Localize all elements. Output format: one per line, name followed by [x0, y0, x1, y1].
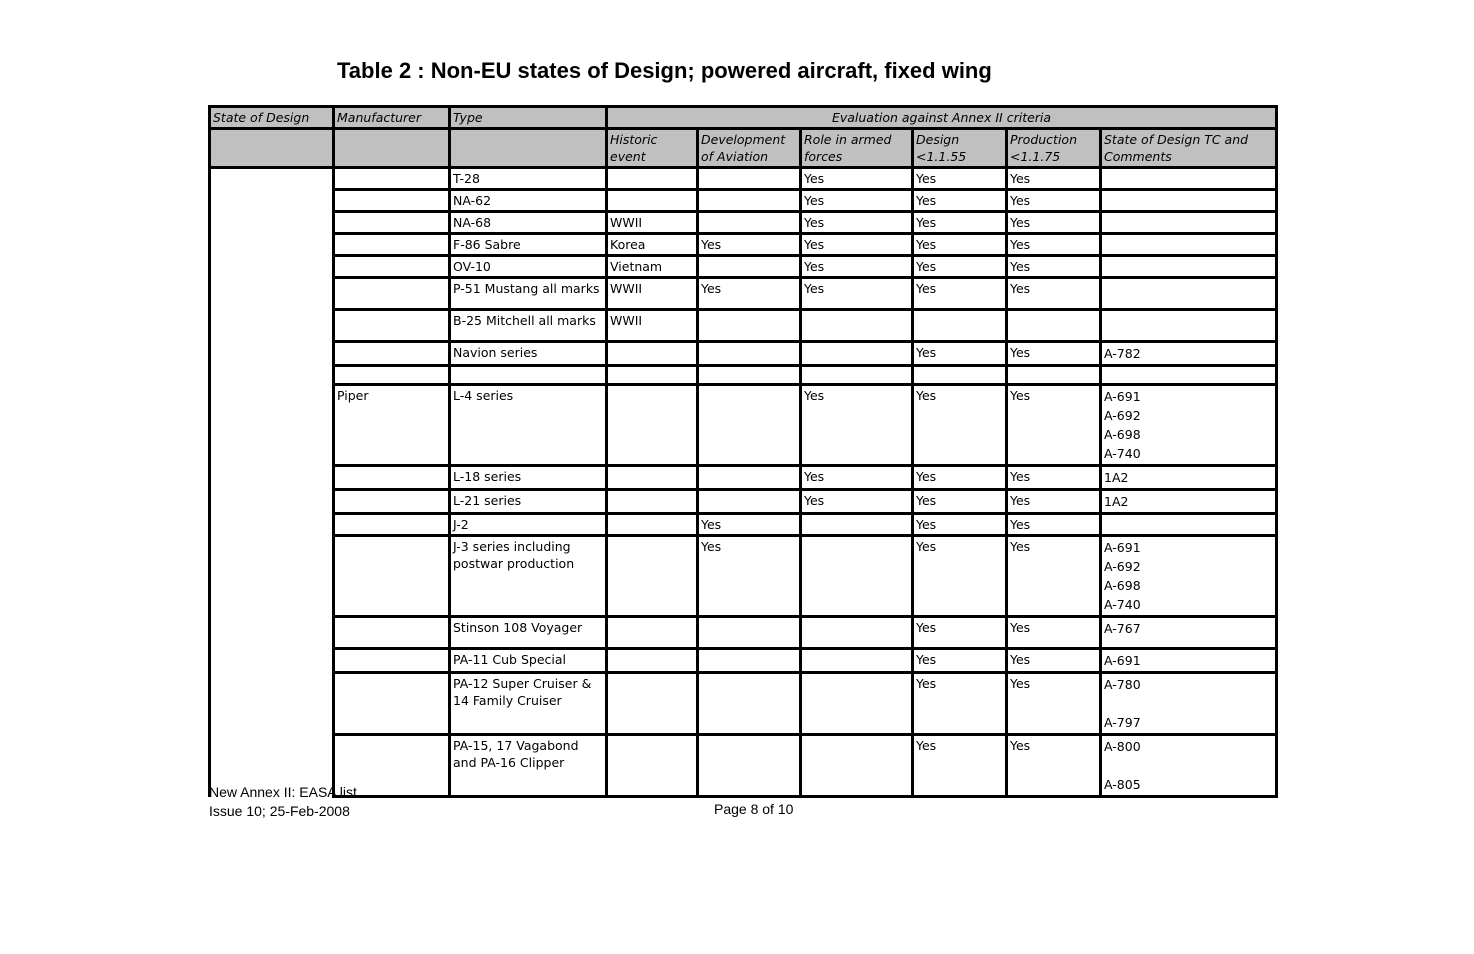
design-cell: Yes: [913, 735, 1007, 797]
production-cell: Yes: [1007, 190, 1101, 212]
role-cell: [801, 617, 913, 649]
header-type: Type: [450, 107, 607, 129]
manufacturer-cell: Piper: [334, 385, 450, 466]
role-cell: [801, 514, 913, 536]
development-cell: [698, 735, 801, 797]
tc-number: A-691: [1104, 653, 1141, 668]
type-cell: T-28: [450, 168, 607, 190]
type-cell: L-4 series: [450, 385, 607, 466]
development-cell: [698, 385, 801, 466]
page-title: Table 2 : Non-EU states of Design; powered aircraft, fixed wing: [337, 58, 992, 83]
footer-left: [209, 783, 357, 821]
development-cell: [698, 617, 801, 649]
production-cell: Yes: [1007, 278, 1101, 310]
historic-cell: [607, 342, 698, 366]
development-cell: [698, 366, 801, 385]
type-cell: B-25 Mitchell all marks: [450, 310, 607, 342]
tc-number: 1A2: [1104, 494, 1129, 509]
manufacturer-cell: [334, 617, 450, 649]
table-row: [210, 466, 1277, 490]
manufacturer-cell: [334, 234, 450, 256]
role-cell: Yes: [801, 212, 913, 234]
design-cell: Yes: [913, 649, 1007, 673]
production-cell: Yes: [1007, 212, 1101, 234]
table-row: [210, 490, 1277, 514]
design-cell: Yes: [913, 212, 1007, 234]
production-cell: Yes: [1007, 168, 1101, 190]
development-cell: Yes: [698, 514, 801, 536]
manufacturer-cell: [334, 190, 450, 212]
role-cell: Yes: [801, 234, 913, 256]
type-cell: L-18 series: [450, 466, 607, 490]
manufacturer-cell: [334, 490, 450, 514]
tc-number: A-740: [1104, 597, 1141, 612]
table-row: [210, 536, 1277, 617]
role-cell: Yes: [801, 490, 913, 514]
development-cell: [698, 256, 801, 278]
header-development: Development of Aviation: [698, 129, 801, 168]
state-tc-cell: [1101, 466, 1277, 490]
table-row: [210, 673, 1277, 735]
historic-cell: [607, 673, 698, 735]
header-state-tc: State of Design TC and Comments: [1101, 129, 1277, 168]
type-cell: Stinson 108 Voyager: [450, 617, 607, 649]
production-cell: Yes: [1007, 514, 1101, 536]
historic-cell: [607, 190, 698, 212]
role-cell: [801, 310, 913, 342]
type-cell: PA-11 Cub Special: [450, 649, 607, 673]
state-tc-cell: [1101, 649, 1277, 673]
development-cell: Yes: [698, 278, 801, 310]
header-row-2: [210, 129, 1277, 168]
development-cell: [698, 310, 801, 342]
state-tc-cell: [1101, 536, 1277, 617]
historic-cell: [607, 490, 698, 514]
manufacturer-cell: [334, 278, 450, 310]
header-production: Production <1.1.75: [1007, 129, 1101, 168]
manufacturer-cell: [334, 649, 450, 673]
role-cell: Yes: [801, 256, 913, 278]
state-tc-cell: [1101, 490, 1277, 514]
footer-issue: Issue 10; 25-Feb-2008: [209, 803, 350, 819]
historic-cell: [607, 649, 698, 673]
manufacturer-cell: [334, 310, 450, 342]
production-cell: Yes: [1007, 385, 1101, 466]
design-cell: Yes: [913, 342, 1007, 366]
state-tc-cell: [1101, 673, 1277, 735]
role-cell: [801, 649, 913, 673]
tc-number: A-698: [1104, 427, 1141, 442]
type-cell: PA-12 Super Cruiser & 14 Family Cruiser: [450, 673, 607, 735]
historic-cell: Korea: [607, 234, 698, 256]
design-cell: Yes: [913, 168, 1007, 190]
design-cell: Yes: [913, 617, 1007, 649]
development-cell: [698, 168, 801, 190]
type-cell: [450, 366, 607, 385]
table-row: [210, 366, 1277, 385]
header-historic: Historic event: [607, 129, 698, 168]
table-row: [210, 735, 1277, 797]
table-body: [210, 168, 1277, 797]
type-cell: L-21 series: [450, 490, 607, 514]
table-row: [210, 212, 1277, 234]
type-cell: J-3 series including postwar production: [450, 536, 607, 617]
historic-cell: WWII: [607, 278, 698, 310]
tc-number: 1A2: [1104, 470, 1129, 485]
historic-cell: WWII: [607, 310, 698, 342]
tc-number: A-691: [1104, 540, 1141, 555]
type-cell: J-2: [450, 514, 607, 536]
state-tc-cell: [1101, 617, 1277, 649]
table-row: [210, 190, 1277, 212]
manufacturer-cell: [334, 212, 450, 234]
production-cell: [1007, 366, 1101, 385]
table-row: [210, 234, 1277, 256]
role-cell: [801, 536, 913, 617]
tc-number: A-691: [1104, 389, 1141, 404]
table-row: [210, 168, 1277, 190]
design-cell: Yes: [913, 490, 1007, 514]
tc-number: [1104, 694, 1273, 713]
type-cell: P-51 Mustang all marks: [450, 278, 607, 310]
role-cell: Yes: [801, 278, 913, 310]
header-design: Design <1.1.55: [913, 129, 1007, 168]
production-cell: Yes: [1007, 617, 1101, 649]
development-cell: [698, 649, 801, 673]
type-cell: NA-62: [450, 190, 607, 212]
role-cell: Yes: [801, 190, 913, 212]
aircraft-table: [208, 105, 1278, 798]
tc-number: A-740: [1104, 446, 1141, 461]
role-cell: [801, 342, 913, 366]
development-cell: [698, 190, 801, 212]
manufacturer-cell: [334, 256, 450, 278]
role-cell: [801, 735, 913, 797]
historic-cell: WWII: [607, 212, 698, 234]
type-cell: Navion series: [450, 342, 607, 366]
type-cell: PA-15, 17 Vagabond and PA-16 Clipper: [450, 735, 607, 797]
state-tc-cell: [1101, 385, 1277, 466]
design-cell: Yes: [913, 673, 1007, 735]
state-tc-cell: [1101, 190, 1277, 212]
production-cell: Yes: [1007, 536, 1101, 617]
header-blank-1: [210, 129, 334, 168]
tc-number: A-782: [1104, 346, 1141, 361]
production-cell: Yes: [1007, 490, 1101, 514]
production-cell: Yes: [1007, 673, 1101, 735]
type-cell: OV-10: [450, 256, 607, 278]
manufacturer-cell: [334, 673, 450, 735]
footer-page-number: Page 8 of 10: [714, 801, 794, 817]
design-cell: Yes: [913, 190, 1007, 212]
role-cell: [801, 673, 913, 735]
tc-number: A-767: [1104, 621, 1141, 636]
tc-number: A-805: [1104, 777, 1141, 792]
historic-cell: Vietnam: [607, 256, 698, 278]
header-manufacturer: Manufacturer: [334, 107, 450, 129]
table-row: [210, 278, 1277, 310]
tc-number: A-800: [1104, 739, 1141, 754]
state-tc-cell: [1101, 366, 1277, 385]
manufacturer-cell: [334, 466, 450, 490]
state-of-design-cell: [210, 168, 334, 797]
tc-number: A-797: [1104, 715, 1141, 730]
table-row: [210, 617, 1277, 649]
state-tc-cell: [1101, 168, 1277, 190]
state-tc-cell: [1101, 278, 1277, 310]
design-cell: Yes: [913, 514, 1007, 536]
header-state-of-design: State of Design: [210, 107, 334, 129]
development-cell: [698, 212, 801, 234]
manufacturer-cell: [334, 536, 450, 617]
production-cell: Yes: [1007, 342, 1101, 366]
tc-number: [1104, 756, 1273, 775]
state-tc-cell: [1101, 514, 1277, 536]
state-tc-cell: [1101, 256, 1277, 278]
historic-cell: [607, 735, 698, 797]
manufacturer-cell: [334, 514, 450, 536]
state-tc-cell: [1101, 342, 1277, 366]
table-row: [210, 385, 1277, 466]
design-cell: [913, 366, 1007, 385]
manufacturer-cell: [334, 342, 450, 366]
historic-cell: [607, 385, 698, 466]
state-tc-cell: [1101, 234, 1277, 256]
development-cell: Yes: [698, 536, 801, 617]
header-role: Role in armed forces: [801, 129, 913, 168]
tc-number: A-698: [1104, 578, 1141, 593]
tc-number: A-780: [1104, 677, 1141, 692]
manufacturer-cell: [334, 366, 450, 385]
table-row: [210, 342, 1277, 366]
type-cell: F-86 Sabre: [450, 234, 607, 256]
tc-number: A-692: [1104, 559, 1141, 574]
production-cell: Yes: [1007, 735, 1101, 797]
table-row: [210, 514, 1277, 536]
production-cell: Yes: [1007, 649, 1101, 673]
header-blank-3: [450, 129, 607, 168]
design-cell: Yes: [913, 385, 1007, 466]
table-row: [210, 256, 1277, 278]
role-cell: Yes: [801, 466, 913, 490]
production-cell: Yes: [1007, 466, 1101, 490]
design-cell: Yes: [913, 278, 1007, 310]
table-row: [210, 649, 1277, 673]
historic-cell: [607, 514, 698, 536]
development-cell: [698, 490, 801, 514]
state-tc-cell: [1101, 212, 1277, 234]
table-row: [210, 310, 1277, 342]
manufacturer-cell: [334, 168, 450, 190]
state-tc-cell: [1101, 310, 1277, 342]
header-evaluation: Evaluation against Annex II criteria: [607, 107, 1277, 129]
development-cell: [698, 673, 801, 735]
role-cell: Yes: [801, 385, 913, 466]
development-cell: Yes: [698, 234, 801, 256]
historic-cell: [607, 168, 698, 190]
design-cell: Yes: [913, 466, 1007, 490]
historic-cell: [607, 536, 698, 617]
type-cell: NA-68: [450, 212, 607, 234]
historic-cell: [607, 617, 698, 649]
production-cell: [1007, 310, 1101, 342]
development-cell: [698, 466, 801, 490]
production-cell: Yes: [1007, 256, 1101, 278]
state-tc-cell: [1101, 735, 1277, 797]
footer-annex: New Annex II: EASA list: [209, 784, 357, 800]
header-row-1: [210, 107, 1277, 129]
design-cell: Yes: [913, 256, 1007, 278]
historic-cell: [607, 466, 698, 490]
design-cell: Yes: [913, 234, 1007, 256]
header-blank-2: [334, 129, 450, 168]
role-cell: Yes: [801, 168, 913, 190]
tc-number: A-692: [1104, 408, 1141, 423]
design-cell: Yes: [913, 536, 1007, 617]
design-cell: [913, 310, 1007, 342]
historic-cell: [607, 366, 698, 385]
role-cell: [801, 366, 913, 385]
production-cell: Yes: [1007, 234, 1101, 256]
development-cell: [698, 342, 801, 366]
